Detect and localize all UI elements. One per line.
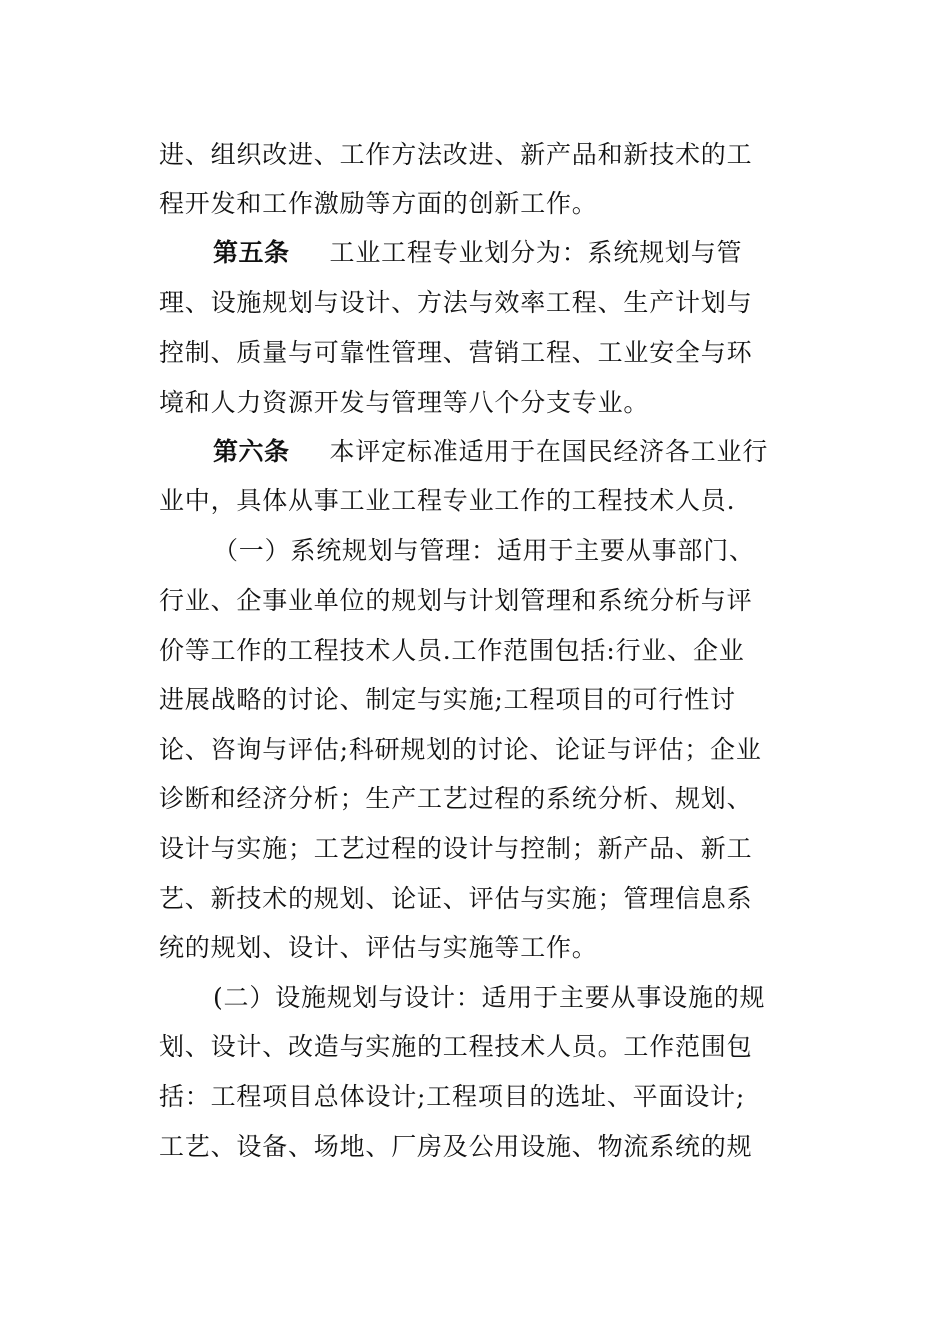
line-text: 设计与实施；工艺过程的设计与控制；新产品、新工 — [159, 834, 753, 863]
paragraph-line — [159, 730, 799, 770]
line-text: 论、咨询与评估;科研规划的讨论、论证与评估；企业 — [159, 735, 762, 764]
paragraph-line — [159, 779, 799, 819]
paragraph-line — [159, 879, 799, 919]
article-6-first-line — [213, 432, 799, 472]
line-text: 工业工程专业划分为：系统规划与管 — [329, 238, 743, 267]
paragraph-line — [159, 1027, 799, 1067]
line-text: 进展战略的讨论、制定与实施;工程项目的可行性讨 — [159, 685, 736, 714]
line-text: 境和人力资源开发与管理等八个分支专业。 — [159, 388, 650, 417]
paragraph-line — [159, 283, 799, 323]
line-text: 控制、质量与可靠性管理、营销工程、工业安全与环 — [159, 338, 753, 367]
paragraph-line — [159, 481, 799, 521]
line-text: 程开发和工作激励等方面的创新工作。 — [159, 189, 598, 218]
paragraph-line — [159, 928, 799, 968]
line-text: 业中，具体从事工业工程专业工作的工程技术人员. — [159, 486, 736, 515]
article-5-label: 第五条 — [213, 238, 290, 267]
line-text: 本评定标准适用于在国民经济各工业行 — [329, 437, 769, 466]
paragraph-line — [159, 1127, 799, 1167]
line-text: 理、设施规划与设计、方法与效率工程、生产计划与 — [159, 288, 753, 317]
paragraph-line — [159, 581, 799, 621]
subsection-1-first-line — [213, 531, 799, 571]
article-6-label: 第六条 — [213, 437, 290, 466]
line-text: 行业、企事业单位的规划与计划管理和系统分析与评 — [159, 586, 753, 615]
line-text: 艺、新技术的规划、论证、评估与实施；管理信息系 — [159, 884, 753, 913]
article-5-first-line — [213, 233, 799, 273]
paragraph-line — [159, 680, 799, 720]
paragraph-line — [159, 135, 799, 175]
line-text: 括：工程项目总体设计;工程项目的选址、平面设计; — [159, 1082, 746, 1111]
subsection-2-first-line — [213, 978, 799, 1018]
paragraph-line — [159, 631, 799, 671]
line-text: 诊断和经济分析；生产工艺过程的系统分析、规划、 — [159, 784, 753, 813]
line-text: 划、设计、改造与实施的工程技术人员。工作范围包 — [159, 1032, 753, 1061]
paragraph-line — [159, 1077, 799, 1117]
line-text: 统的规划、设计、评估与实施等工作。 — [159, 933, 598, 962]
paragraph-line — [159, 333, 799, 373]
line-text: 进、组织改进、工作方法改进、新产品和新技术的工 — [159, 140, 753, 169]
paragraph-line — [159, 383, 799, 423]
line-text: (二）设施规划与设计：适用于主要从事设施的规 — [213, 983, 766, 1012]
line-text: 价等工作的工程技术人员.工作范围包括:行业、企业 — [159, 636, 745, 665]
paragraph-line — [159, 829, 799, 869]
line-text: （一）系统规划与管理：适用于主要从事部门、 — [213, 536, 755, 565]
line-text: 工艺、设备、场地、厂房及公用设施、物流系统的规 — [159, 1132, 753, 1161]
paragraph-line — [159, 184, 799, 224]
